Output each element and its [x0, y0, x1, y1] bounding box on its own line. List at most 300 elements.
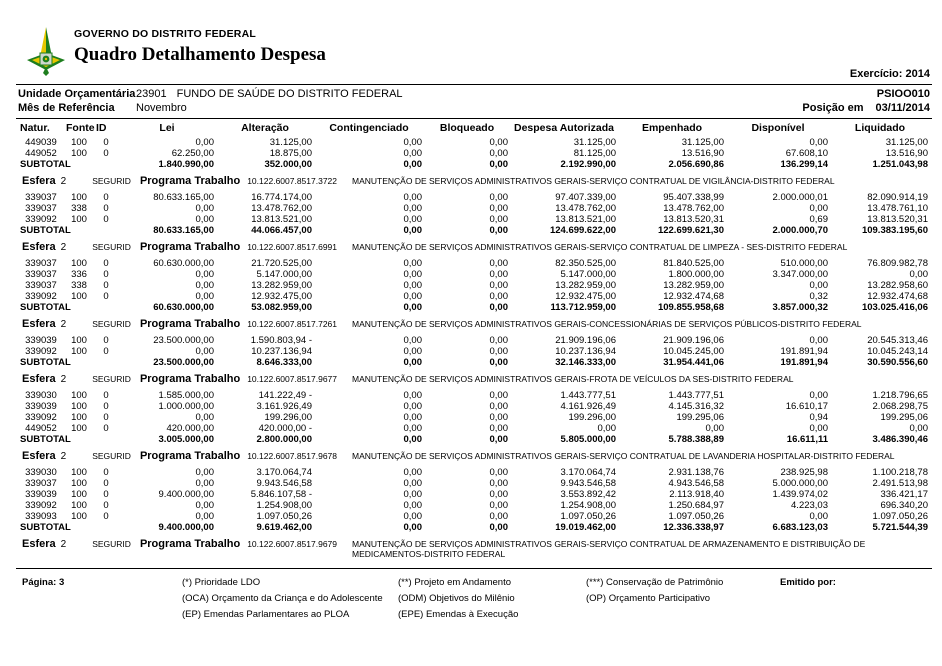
cell-disponivel: 0,32	[809, 291, 828, 302]
subtotal-disponivel: 2.000.000,70	[772, 225, 828, 236]
cell-autorizada: 1.254.908,00	[560, 500, 616, 511]
cell-bloqueado: 0,00	[489, 335, 508, 346]
cell-id: 0	[103, 346, 109, 357]
cell-autorizada: 3.170.064,74	[560, 467, 616, 478]
cell-disponivel: 0,00	[809, 390, 828, 401]
cell-fonte: 100	[71, 346, 87, 357]
cell-fonte: 338	[71, 203, 87, 214]
cell-autorizada: 4.161.926,49	[560, 401, 616, 412]
subtotal-autorizada: 2.192.990,00	[560, 159, 616, 170]
unidade-code: 23901	[136, 88, 167, 100]
legend-item: (EP) Emendas Parlamentares ao PLOA	[182, 609, 350, 620]
col-liquidado: Liquidado	[854, 122, 906, 134]
cell-bloqueado: 0,00	[489, 500, 508, 511]
subtotal-empenhado: 2.056.690,86	[668, 159, 724, 170]
data-row	[18, 390, 930, 401]
subtotal-bloqueado: 0,00	[489, 302, 508, 313]
cell-disponivel: 4.223,03	[791, 500, 828, 511]
subtotal-bloqueado: 0,00	[489, 434, 508, 445]
cell-lei: 62.250,00	[171, 148, 214, 159]
esfera-label: Esfera	[22, 373, 56, 385]
cell-contingenciado: 0,00	[403, 269, 422, 280]
subtotal-lei: 60.630.000,00	[153, 302, 214, 313]
esfera-regime: SEGURID	[92, 451, 131, 461]
cell-alteracao: 9.943.546,58	[256, 478, 312, 489]
cell-id: 0	[103, 203, 109, 214]
programa-trabalho-label: Programa Trabalho	[139, 373, 241, 385]
cell-autorizada: 97.407.339,00	[555, 192, 616, 203]
programa-trabalho-label: Programa Trabalho	[139, 241, 241, 253]
cell-fonte: 100	[71, 467, 87, 478]
programa-descricao: MANUTENÇÃO DE SERVIÇOS ADMINISTRATIVOS GERAIS-SERVIÇO CONTRATUAL DE LIMPEZA - SES-DISTRITO FEDERAL	[352, 242, 848, 252]
cell-disponivel: 0,94	[809, 412, 828, 423]
programa-trabalho-label: Programa Trabalho	[139, 450, 241, 462]
subtotal-disponivel: 136.299,14	[780, 159, 828, 170]
cell-bloqueado: 0,00	[489, 412, 508, 423]
cell-fonte: 100	[71, 148, 87, 159]
cell-autorizada: 13.478.762,00	[555, 203, 616, 214]
report-meta	[0, 85, 942, 118]
cell-contingenciado: 0,00	[403, 412, 422, 423]
programa-descricao: MANUTENÇÃO DE SERVIÇOS ADMINISTRATIVOS GERAIS-SERVIÇO CONTRATUAL DE LAVANDERIA HOSPITALAR-DISTRITO FEDERAL	[352, 451, 895, 461]
data-row	[18, 280, 930, 291]
cell-contingenciado: 0,00	[403, 192, 422, 203]
cell-lei: 0,00	[195, 412, 214, 423]
cell-natur: 339037	[25, 478, 57, 489]
cell-natur: 339092	[25, 346, 57, 357]
gdf-coat-of-arms-icon	[26, 26, 66, 76]
subtotal-liquidado: 109.383.195,60	[861, 225, 928, 236]
cell-id: 0	[103, 423, 109, 434]
cell-alteracao: 1.590.803,94 -	[250, 335, 312, 346]
cell-alteracao: 3.170.064,74	[256, 467, 312, 478]
legend-item: (OCA) Orçamento da Criança e do Adolescente	[182, 593, 383, 604]
data-row	[18, 346, 930, 357]
esfera-regime: SEGURID	[92, 319, 131, 329]
subtotal-label: SUBTOTAL	[20, 302, 71, 313]
subtotal-contingenciado: 0,00	[403, 159, 422, 170]
cell-autorizada: 9.943.546,58	[560, 478, 616, 489]
esfera-regime: SEGURID	[92, 539, 131, 549]
cell-autorizada: 13.282.959,00	[555, 280, 616, 291]
cell-lei: 0,00	[195, 137, 214, 148]
cell-autorizada: 31.125,00	[573, 137, 616, 148]
cell-liquidado: 13.813.520,31	[867, 214, 928, 225]
cell-liquidado: 13.478.761,10	[867, 203, 928, 214]
cell-alteracao: 12.932.475,00	[251, 291, 312, 302]
subtotal-liquidado: 30.590.556,60	[867, 357, 928, 368]
col-fonte: Fonte	[66, 122, 95, 134]
subtotal-bloqueado: 0,00	[489, 357, 508, 368]
subtotal-contingenciado: 0,00	[403, 434, 422, 445]
unidade-label: Unidade Orçamentária	[18, 88, 136, 100]
cell-id: 0	[103, 269, 109, 280]
programa-trabalho-label: Programa Trabalho	[139, 318, 241, 330]
cell-disponivel: 1.439.974,02	[772, 489, 828, 500]
cell-fonte: 100	[71, 214, 87, 225]
subtotal-alteracao: 44.066.457,00	[251, 225, 312, 236]
subtotal-autorizada: 32.146.333,00	[555, 357, 616, 368]
cell-alteracao: 13.813.521,00	[251, 214, 312, 225]
page-number	[22, 575, 182, 623]
cell-empenhado: 2.113.918,40	[669, 489, 724, 500]
header-titles	[74, 28, 326, 66]
cell-natur: 339092	[25, 214, 57, 225]
cell-autorizada: 21.909.196,06	[555, 335, 616, 346]
cell-fonte: 100	[71, 489, 87, 500]
cell-bloqueado: 0,00	[489, 214, 508, 225]
cell-id: 0	[103, 258, 109, 269]
expense-table	[18, 120, 930, 564]
subtotal-liquidado: 3.486.390,46	[872, 434, 928, 445]
cell-bloqueado: 0,00	[489, 401, 508, 412]
programa-trabalho-code: 10.122.6007.8517.3722	[247, 176, 338, 186]
data-row	[18, 423, 930, 434]
cell-contingenciado: 0,00	[403, 280, 422, 291]
programa-trabalho-code: 10.122.6007.8517.9678	[247, 451, 338, 461]
cell-bloqueado: 0,00	[489, 423, 508, 434]
subtotal-label: SUBTOTAL	[20, 357, 71, 368]
subtotal-alteracao: 352.000,00	[264, 159, 312, 170]
cell-liquidado: 696.340,20	[880, 500, 928, 511]
subtotal-disponivel: 16.611,11	[786, 434, 828, 445]
cell-fonte: 100	[71, 390, 87, 401]
cell-bloqueado: 0,00	[489, 203, 508, 214]
cell-natur: 339030	[25, 390, 57, 401]
cell-contingenciado: 0,00	[403, 423, 422, 434]
posicao-value: 03/11/2014	[875, 102, 930, 114]
subtotal-autorizada: 19.019.462,00	[555, 522, 616, 533]
cell-contingenciado: 0,00	[403, 390, 422, 401]
data-row	[18, 401, 930, 412]
emitido-por-label: Emitido por:	[780, 577, 836, 588]
cell-contingenciado: 0,00	[403, 214, 422, 225]
subtotal-lei: 80.633.165,00	[153, 225, 214, 236]
programa-trabalho-label: Programa Trabalho	[139, 538, 241, 550]
cell-empenhado: 12.932.474,68	[663, 291, 724, 302]
cell-contingenciado: 0,00	[403, 489, 422, 500]
esfera-regime: SEGURID	[92, 176, 131, 186]
cell-autorizada: 199.296,00	[568, 412, 616, 423]
data-row	[18, 137, 930, 148]
cell-natur: 339037	[25, 280, 57, 291]
table-top-divider	[16, 118, 932, 119]
legend-column-1	[182, 575, 398, 623]
subtotal-lei: 9.400.000,00	[158, 522, 214, 533]
esfera-row	[18, 237, 930, 258]
cell-natur: 339093	[25, 511, 57, 522]
cell-id: 0	[103, 214, 109, 225]
cell-empenhado: 1.097.050,26	[668, 511, 724, 522]
cell-disponivel: 0,00	[809, 203, 828, 214]
cell-lei: 0,00	[195, 478, 214, 489]
cell-contingenciado: 0,00	[403, 335, 422, 346]
cell-fonte: 100	[71, 137, 87, 148]
cell-disponivel: 5.000.000,00	[772, 478, 828, 489]
cell-bloqueado: 0,00	[489, 478, 508, 489]
subtotal-autorizada: 5.805.000,00	[560, 434, 616, 445]
cell-liquidado: 199.295,06	[880, 412, 928, 423]
cell-alteracao: 1.254.908,00	[256, 500, 312, 511]
programa-trabalho-code: 10.122.6007.8517.6991	[247, 242, 338, 252]
cell-contingenciado: 0,00	[403, 467, 422, 478]
cell-alteracao: 13.282.959,00	[251, 280, 312, 291]
subtotal-liquidado: 5.721.544,39	[872, 522, 928, 533]
cell-bloqueado: 0,00	[489, 511, 508, 522]
subtotal-row	[18, 225, 930, 237]
cell-lei: 0,00	[195, 214, 214, 225]
cell-alteracao: 3.161.926,49	[256, 401, 312, 412]
cell-liquidado: 1.097.050,26	[872, 511, 928, 522]
esfera-row	[18, 171, 930, 192]
cell-autorizada: 1.443.777,51	[560, 390, 616, 401]
cell-fonte: 100	[71, 401, 87, 412]
subtotal-empenhado: 12.336.338,97	[663, 522, 724, 533]
cell-id: 0	[103, 291, 109, 302]
legend-column-2	[398, 575, 586, 623]
cell-bloqueado: 0,00	[489, 148, 508, 159]
cell-disponivel: 0,00	[809, 280, 828, 291]
cell-autorizada: 82.350.525,00	[555, 258, 616, 269]
data-row	[18, 203, 930, 214]
cell-bloqueado: 0,00	[489, 269, 508, 280]
cell-natur: 339039	[25, 401, 57, 412]
esfera-regime: SEGURID	[92, 242, 131, 252]
data-row	[18, 500, 930, 511]
subtotal-row	[18, 159, 930, 171]
subtotal-lei: 1.840.990,00	[158, 159, 214, 170]
esfera-row	[18, 369, 930, 390]
col-natur: Natur.	[20, 122, 50, 134]
cell-id: 0	[103, 192, 109, 203]
cell-bloqueado: 0,00	[489, 467, 508, 478]
cell-alteracao: 13.478.762,00	[251, 203, 312, 214]
mes-referencia-label: Mês de Referência	[18, 102, 115, 114]
data-row	[18, 467, 930, 478]
cell-disponivel: 0,69	[809, 214, 828, 225]
cell-disponivel: 0,00	[809, 335, 828, 346]
cell-autorizada: 3.553.892,42	[560, 489, 616, 500]
cell-lei: 0,00	[195, 291, 214, 302]
cell-id: 0	[103, 148, 109, 159]
cell-alteracao: 21.720.525,00	[251, 258, 312, 269]
cell-natur: 339092	[25, 291, 57, 302]
esfera-cell	[18, 369, 930, 390]
subtotal-bloqueado: 0,00	[489, 225, 508, 236]
subtotal-alteracao: 2.800.000,00	[256, 434, 312, 445]
cell-natur: 339039	[25, 335, 57, 346]
cell-disponivel: 191.891,94	[780, 346, 828, 357]
subtotal-liquidado: 1.251.043,98	[872, 159, 928, 170]
exercicio-value: 2014	[905, 68, 930, 80]
cell-id: 0	[103, 401, 109, 412]
cell-lei: 60.630.000,00	[153, 258, 214, 269]
cell-empenhado: 31.125,00	[681, 137, 724, 148]
subtotal-label: SUBTOTAL	[20, 225, 71, 236]
cell-bloqueado: 0,00	[489, 192, 508, 203]
cell-bloqueado: 0,00	[489, 258, 508, 269]
data-row	[18, 412, 930, 423]
cell-disponivel: 16.610,17	[785, 401, 828, 412]
subtotal-autorizada: 113.712.959,00	[550, 302, 616, 313]
data-row	[18, 258, 930, 269]
cell-liquidado: 2.491.513,98	[872, 478, 928, 489]
cell-empenhado: 0,00	[705, 423, 724, 434]
esfera-cell	[18, 171, 930, 192]
cell-alteracao: 10.237.136,94	[251, 346, 312, 357]
cell-id: 0	[103, 489, 109, 500]
cell-lei: 0,00	[195, 500, 214, 511]
cell-natur: 339037	[25, 203, 57, 214]
legend-item: (EPE) Emendas à Execução	[398, 609, 519, 620]
subtotal-contingenciado: 0,00	[403, 225, 422, 236]
cell-empenhado: 1.250.684,97	[668, 500, 724, 511]
subtotal-label: SUBTOTAL	[20, 434, 71, 445]
posicao-label: Posição em	[802, 102, 864, 114]
subtotal-autorizada: 124.699.622,00	[549, 225, 616, 236]
data-row	[18, 291, 930, 302]
cell-id: 0	[103, 412, 109, 423]
subtotal-empenhado: 5.788.388,89	[668, 434, 724, 445]
subtotal-alteracao: 8.646.333,00	[256, 357, 312, 368]
cell-empenhado: 1.800.000,00	[668, 269, 724, 280]
cell-empenhado: 4.943.546,58	[668, 478, 724, 489]
cell-fonte: 100	[71, 258, 87, 269]
subtotal-row	[18, 434, 930, 446]
cell-empenhado: 13.282.959,00	[663, 280, 724, 291]
cell-id: 0	[103, 335, 109, 346]
programa-trabalho-code: 10.122.6007.8517.9677	[247, 374, 338, 384]
legend-item: (*) Prioridade LDO	[182, 577, 261, 588]
cell-empenhado: 13.478.762,00	[663, 203, 724, 214]
exercicio	[850, 68, 930, 80]
col-id: ID	[96, 122, 107, 134]
cell-lei: 0,00	[195, 269, 214, 280]
esfera-row	[18, 314, 930, 335]
cell-natur: 339030	[25, 467, 57, 478]
subtotal-contingenciado: 0,00	[403, 302, 422, 313]
cell-empenhado: 1.443.777,51	[668, 390, 724, 401]
cell-lei: 1.000.000,00	[158, 401, 214, 412]
cell-autorizada: 1.097.050,26	[560, 511, 616, 522]
page-value: 3	[58, 577, 65, 588]
subtotal-empenhado: 31.954.441,06	[663, 357, 724, 368]
cell-contingenciado: 0,00	[403, 148, 422, 159]
cell-liquidado: 2.068.298,75	[872, 401, 928, 412]
cell-natur: 339037	[25, 258, 57, 269]
data-row	[18, 511, 930, 522]
cell-lei: 0,00	[195, 280, 214, 291]
cell-empenhado: 81.840.525,00	[663, 258, 724, 269]
page-title: Quadro Detalhamento Despesa	[74, 44, 326, 65]
cell-contingenciado: 0,00	[403, 401, 422, 412]
col-despesa-autorizada: Despesa Autorizada	[514, 122, 614, 134]
subtotal-disponivel: 191.891,94	[780, 357, 828, 368]
esfera-label: Esfera	[22, 318, 56, 330]
cell-lei: 420.000,00	[166, 423, 214, 434]
cell-empenhado: 13.813.520,31	[663, 214, 724, 225]
esfera-cell	[18, 314, 930, 335]
cell-liquidado: 82.090.914,19	[867, 192, 928, 203]
esfera-value: 2	[60, 539, 67, 550]
cell-alteracao: 5.147.000,00	[256, 269, 312, 280]
legend-item: (***) Conservação de Patrimônio	[586, 577, 724, 588]
report-header	[0, 0, 942, 84]
cell-bloqueado: 0,00	[489, 489, 508, 500]
cell-autorizada: 12.932.475,00	[555, 291, 616, 302]
legend-item: (OP) Orçamento Participativo	[586, 593, 711, 604]
table-body	[18, 137, 930, 564]
cell-liquidado: 1.100.218,78	[872, 467, 928, 478]
cell-id: 0	[103, 390, 109, 401]
cell-natur: 339092	[25, 500, 57, 511]
subtotal-empenhado: 122.699.621,30	[657, 225, 724, 236]
subtotal-bloqueado: 0,00	[489, 159, 508, 170]
page-label: Página:	[22, 577, 57, 588]
cell-disponivel: 2.000.000,01	[772, 192, 828, 203]
esfera-label: Esfera	[22, 175, 56, 187]
cell-id: 0	[103, 511, 109, 522]
exercicio-label: Exercício:	[849, 68, 903, 80]
cell-contingenciado: 0,00	[403, 346, 422, 357]
cell-bloqueado: 0,00	[489, 137, 508, 148]
esfera-cell	[18, 237, 930, 258]
legend-item: (ODM) Objetivos do Milênio	[398, 593, 515, 604]
cell-bloqueado: 0,00	[489, 280, 508, 291]
cell-empenhado: 2.931.138,76	[668, 467, 724, 478]
esfera-value: 2	[60, 451, 67, 462]
data-row	[18, 335, 930, 346]
subtotal-label: SUBTOTAL	[20, 159, 71, 170]
cell-fonte: 100	[71, 192, 87, 203]
subtotal-empenhado: 109.855.958,68	[657, 302, 724, 313]
data-row	[18, 489, 930, 500]
unidade-name: FUNDO DE SAÚDE DO DISTRITO FEDERAL	[176, 88, 403, 100]
cell-bloqueado: 0,00	[489, 390, 508, 401]
esfera-row	[18, 446, 930, 467]
table-header-row	[18, 120, 930, 137]
cell-empenhado: 95.407.338,99	[663, 192, 724, 203]
esfera-label: Esfera	[22, 538, 56, 550]
mes-referencia-value: Novembro	[136, 102, 187, 114]
cell-liquidado: 1.218.796,65	[872, 390, 928, 401]
data-row	[18, 214, 930, 225]
cell-lei: 0,00	[195, 511, 214, 522]
cell-autorizada: 0,00	[597, 423, 616, 434]
cell-empenhado: 21.909.196,06	[663, 335, 724, 346]
col-contingenciado: Contingenciado	[329, 122, 409, 134]
subtotal-liquidado: 103.025.416,06	[861, 302, 928, 313]
cell-autorizada: 10.237.136,94	[555, 346, 616, 357]
col-disponivel: Disponível	[751, 122, 805, 134]
col-bloqueado: Bloqueado	[439, 122, 495, 134]
esfera-row	[18, 534, 930, 564]
cell-alteracao: 420.000,00 -	[258, 423, 312, 434]
cell-disponivel: 0,00	[809, 423, 828, 434]
subtotal-contingenciado: 0,00	[403, 522, 422, 533]
cell-disponivel: 3.347.000,00	[772, 269, 828, 280]
cell-fonte: 100	[71, 291, 87, 302]
col-lei: Lei	[159, 122, 175, 134]
cell-lei: 0,00	[195, 467, 214, 478]
cell-empenhado: 4.145.316,32	[668, 401, 724, 412]
subtotal-row	[18, 522, 930, 534]
col-alteracao: Alteração	[241, 122, 289, 134]
report-footer	[0, 569, 942, 623]
cell-alteracao: 1.097.050,26	[256, 511, 312, 522]
cell-autorizada: 13.813.521,00	[555, 214, 616, 225]
programa-descricao: MANUTENÇÃO DE SERVIÇOS ADMINISTRATIVOS GERAIS-SERVIÇO CONTRATUAL DE ARMAZENAMENTO E DISTRIBUIÇÃO DE MEDICAMENTOS-DISTRITO FEDERAL	[352, 539, 866, 559]
